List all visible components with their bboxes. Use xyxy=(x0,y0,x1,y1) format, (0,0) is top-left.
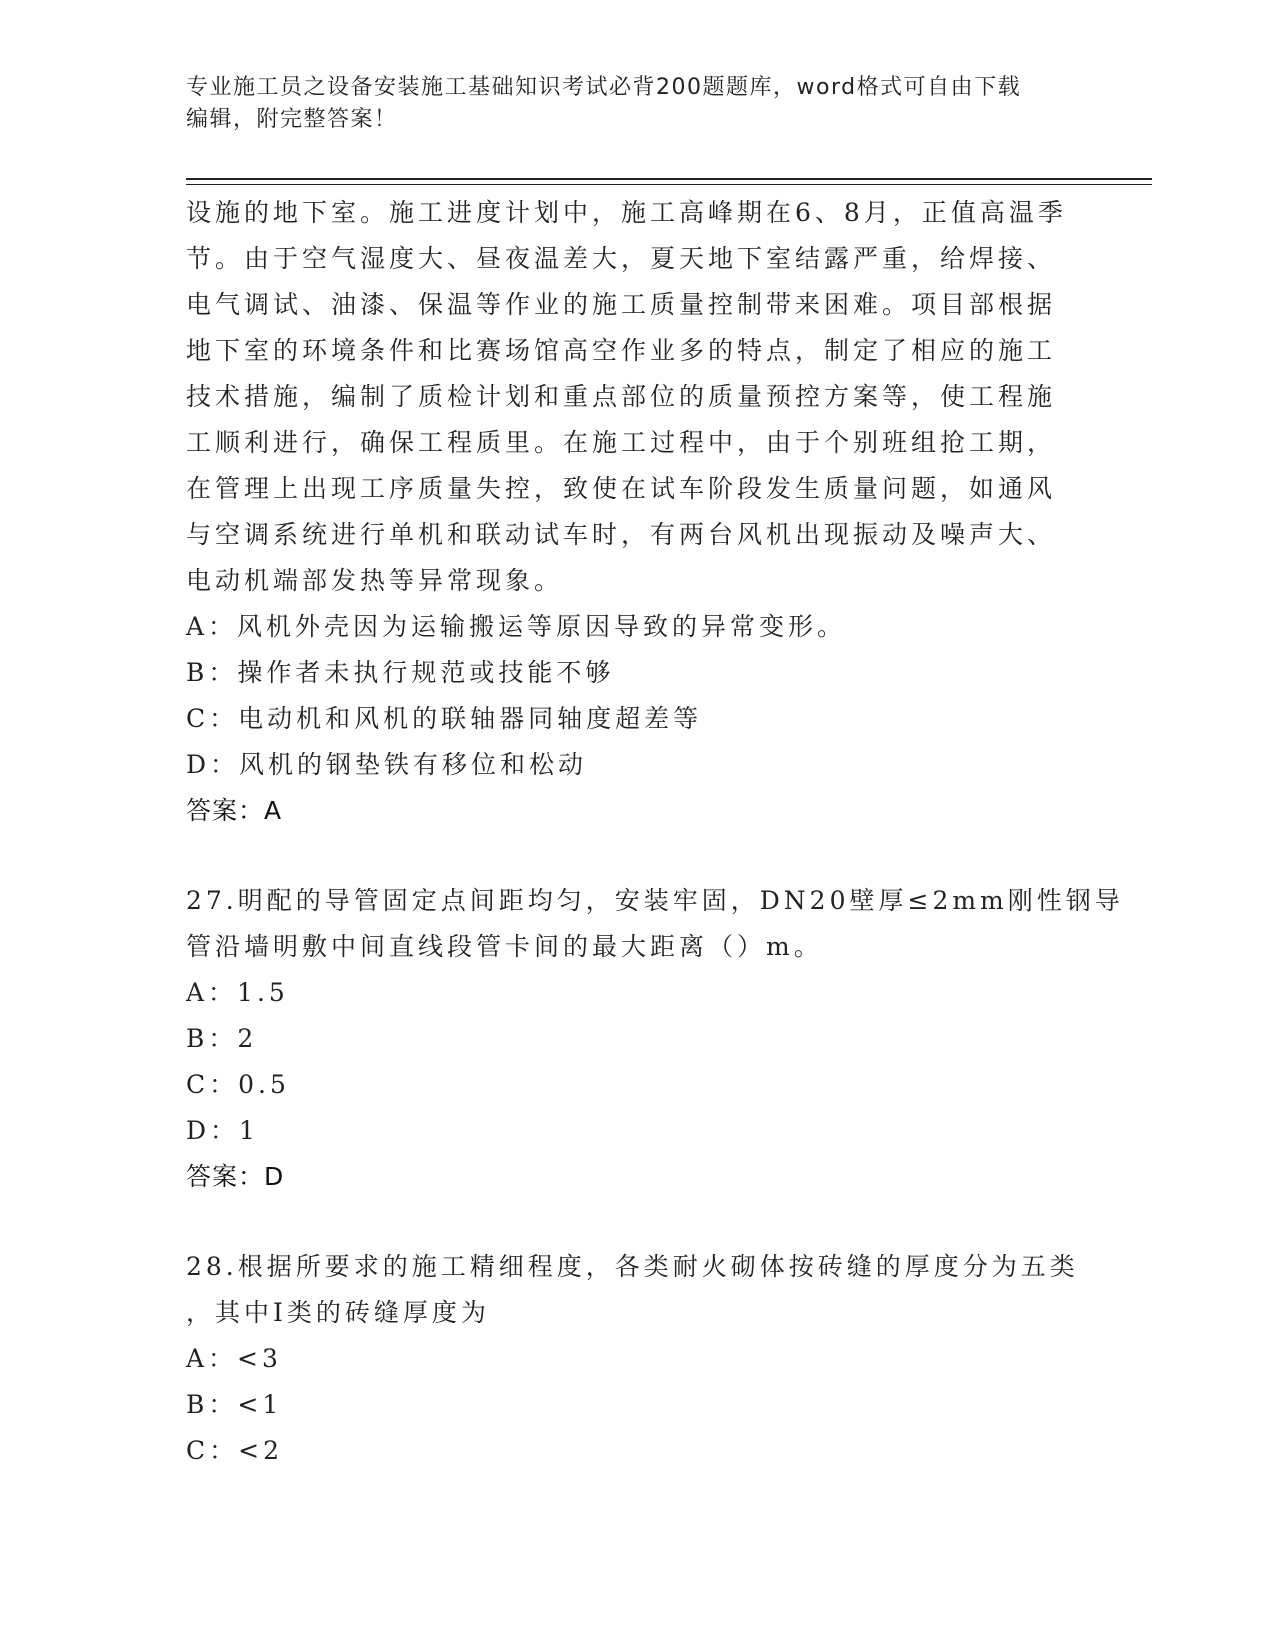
question-spacer xyxy=(186,1200,1086,1244)
option-a: A：<3 xyxy=(186,1344,282,1373)
answer-line: 答案：A xyxy=(186,796,283,825)
option-a: A：风机外壳因为运输搬运等原因导致的异常变形。 xyxy=(186,612,847,641)
question-stem-line: 设施的地下室。施工进度计划中，施工高峰期在6、8月，正值高温季 xyxy=(186,198,1067,227)
question-28 xyxy=(186,1244,1086,1474)
question-26 xyxy=(186,190,1086,834)
option-a: A：1.5 xyxy=(186,978,289,1007)
document-header xyxy=(186,72,1086,136)
question-stem-line: 电动机端部发热等异常现象。 xyxy=(186,566,564,595)
question-27 xyxy=(186,878,1124,1200)
question-stem-line: ，其中Ⅰ类的砖缝厚度为 xyxy=(186,1298,490,1327)
header-title-line-2: 编辑，附完整答案！ xyxy=(186,107,398,132)
question-stem-line: 电气调试、油漆、保温等作业的施工质量控制带来困难。项目部根据 xyxy=(186,290,1057,319)
option-c: C：<2 xyxy=(186,1436,283,1465)
question-spacer xyxy=(186,834,1086,878)
question-stem-line: 28.根据所要求的施工精细程度，各类耐火砌体按砖缝的厚度分为五类 xyxy=(186,1252,1079,1281)
option-d: D：1 xyxy=(186,1116,259,1145)
question-stem-line: 技术措施，编制了质检计划和重点部位的质量预控方案等，使工程施 xyxy=(186,382,1057,411)
header-title-line-1: 专业施工员之设备安装施工基础知识考试必背200题题库，word格式可自由下载 xyxy=(186,75,1022,100)
option-b: B：操作者未执行规范或技能不够 xyxy=(186,658,615,687)
option-b: B：<1 xyxy=(186,1390,283,1419)
header-divider-thin xyxy=(186,184,1152,185)
option-c: C：0.5 xyxy=(186,1070,290,1099)
header-divider-thick xyxy=(186,178,1152,180)
question-stem-line: 管沿墙明敷中间直线段管卡间的最大距离（）m。 xyxy=(186,932,823,961)
option-c: C：电动机和风机的联轴器同轴度超差等 xyxy=(186,704,703,733)
answer-line: 答案：D xyxy=(186,1162,285,1191)
document-body xyxy=(186,190,1124,1474)
question-stem-line: 27.明配的导管固定点间距均匀，安装牢固，DN20壁厚≤2mm刚性钢导 xyxy=(186,886,1124,915)
option-d: D：风机的钢垫铁有移位和松动 xyxy=(186,750,588,779)
question-stem-line: 在管理上出现工序质量失控，致使在试车阶段发生质量问题，如通风 xyxy=(186,474,1057,503)
option-b: B：2 xyxy=(186,1024,258,1053)
question-stem-line: 与空调系统进行单机和联动试车时，有两台风机出现振动及噪声大、 xyxy=(186,520,1057,549)
question-stem-line: 节。由于空气湿度大、昼夜温差大，夏天地下室结露严重，给焊接、 xyxy=(186,244,1057,273)
question-stem-line: 地下室的环境条件和比赛场馆高空作业多的特点，制定了相应的施工 xyxy=(186,336,1057,365)
question-stem-line: 工顺利进行，确保工程质里。在施工过程中，由于个别班组抢工期， xyxy=(186,428,1057,457)
